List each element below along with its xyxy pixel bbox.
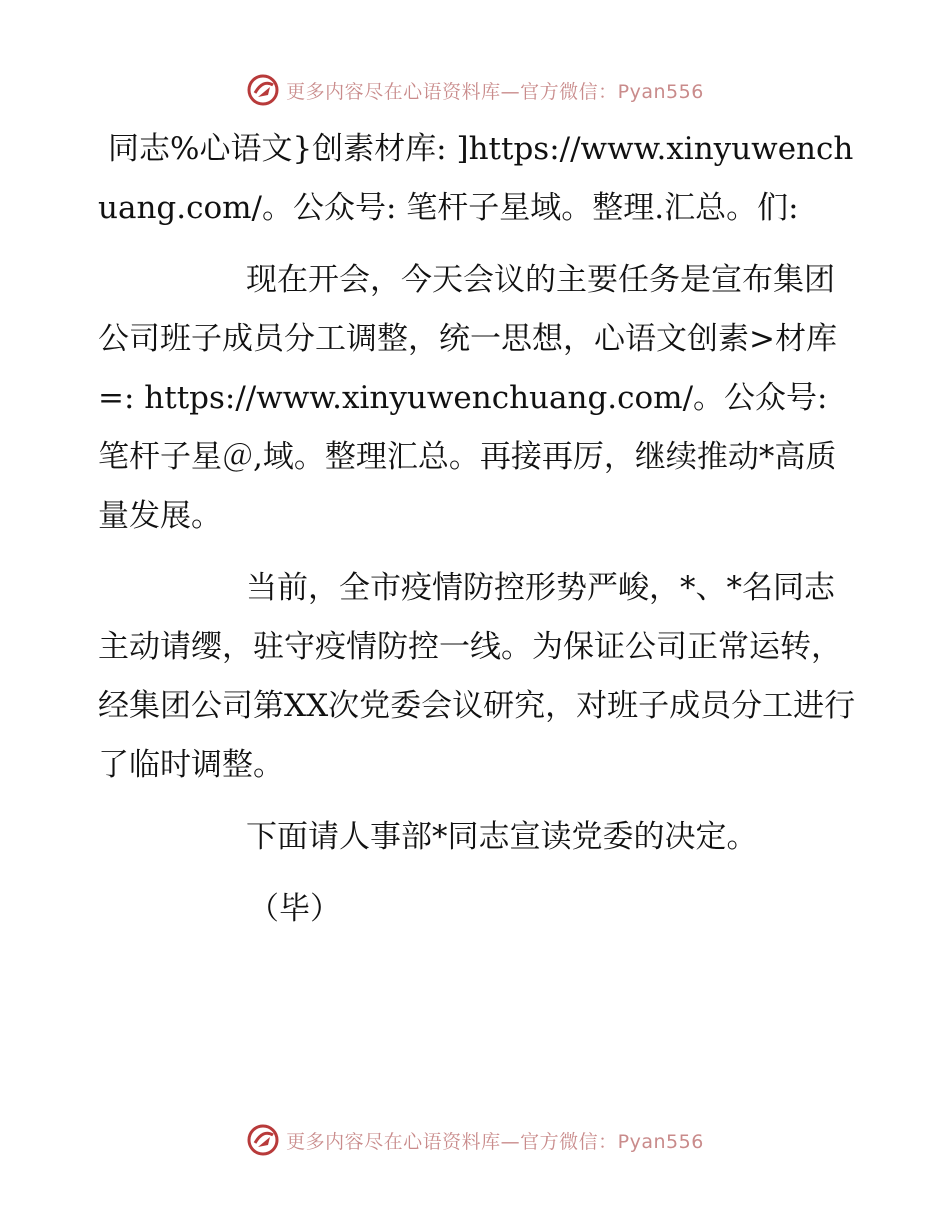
footer-watermark-text: 更多内容尽在心语资料库—官方微信：Pyan556 [286,1130,704,1153]
closing-mark: （毕） [248,891,341,927]
paragraph-2: 现在开会，今天会议的主要任务是宣布集团公司班子成员分工调整，统一思想，心语文创素>材库=: https://www.xinyuwenchuang.com/。公众号: 笔杆子星＠,域。整理汇总。再接再厉，继续推动*高质量发展。 [98,262,837,534]
header-watermark-text: 更多内容尽在心语资料库—官方微信：Pyan556 [286,80,704,103]
paragraph-3: 当前，全市疫情防控形势严峻，*、*名同志主动请缨，驻守疫情防控一线。为保证公司正常运转，经集团公司第XX次党委会议研究，对班子成员分工进行了临时调整。 [98,570,856,783]
document-body [98,120,858,939]
footer-watermark [0,1120,950,1160]
brand-logo-icon [246,73,280,107]
brand-logo-icon [246,1123,280,1157]
paragraph-1: 同志%心语文}创素材库: ]https://www.xinyuwenchuang.com/。公众号: 笔杆子星域。整理.汇总。们: [98,131,854,226]
header-watermark [0,70,950,110]
paragraph-4: 下面请人事部*同志宣读党委的决定。 [246,819,758,855]
